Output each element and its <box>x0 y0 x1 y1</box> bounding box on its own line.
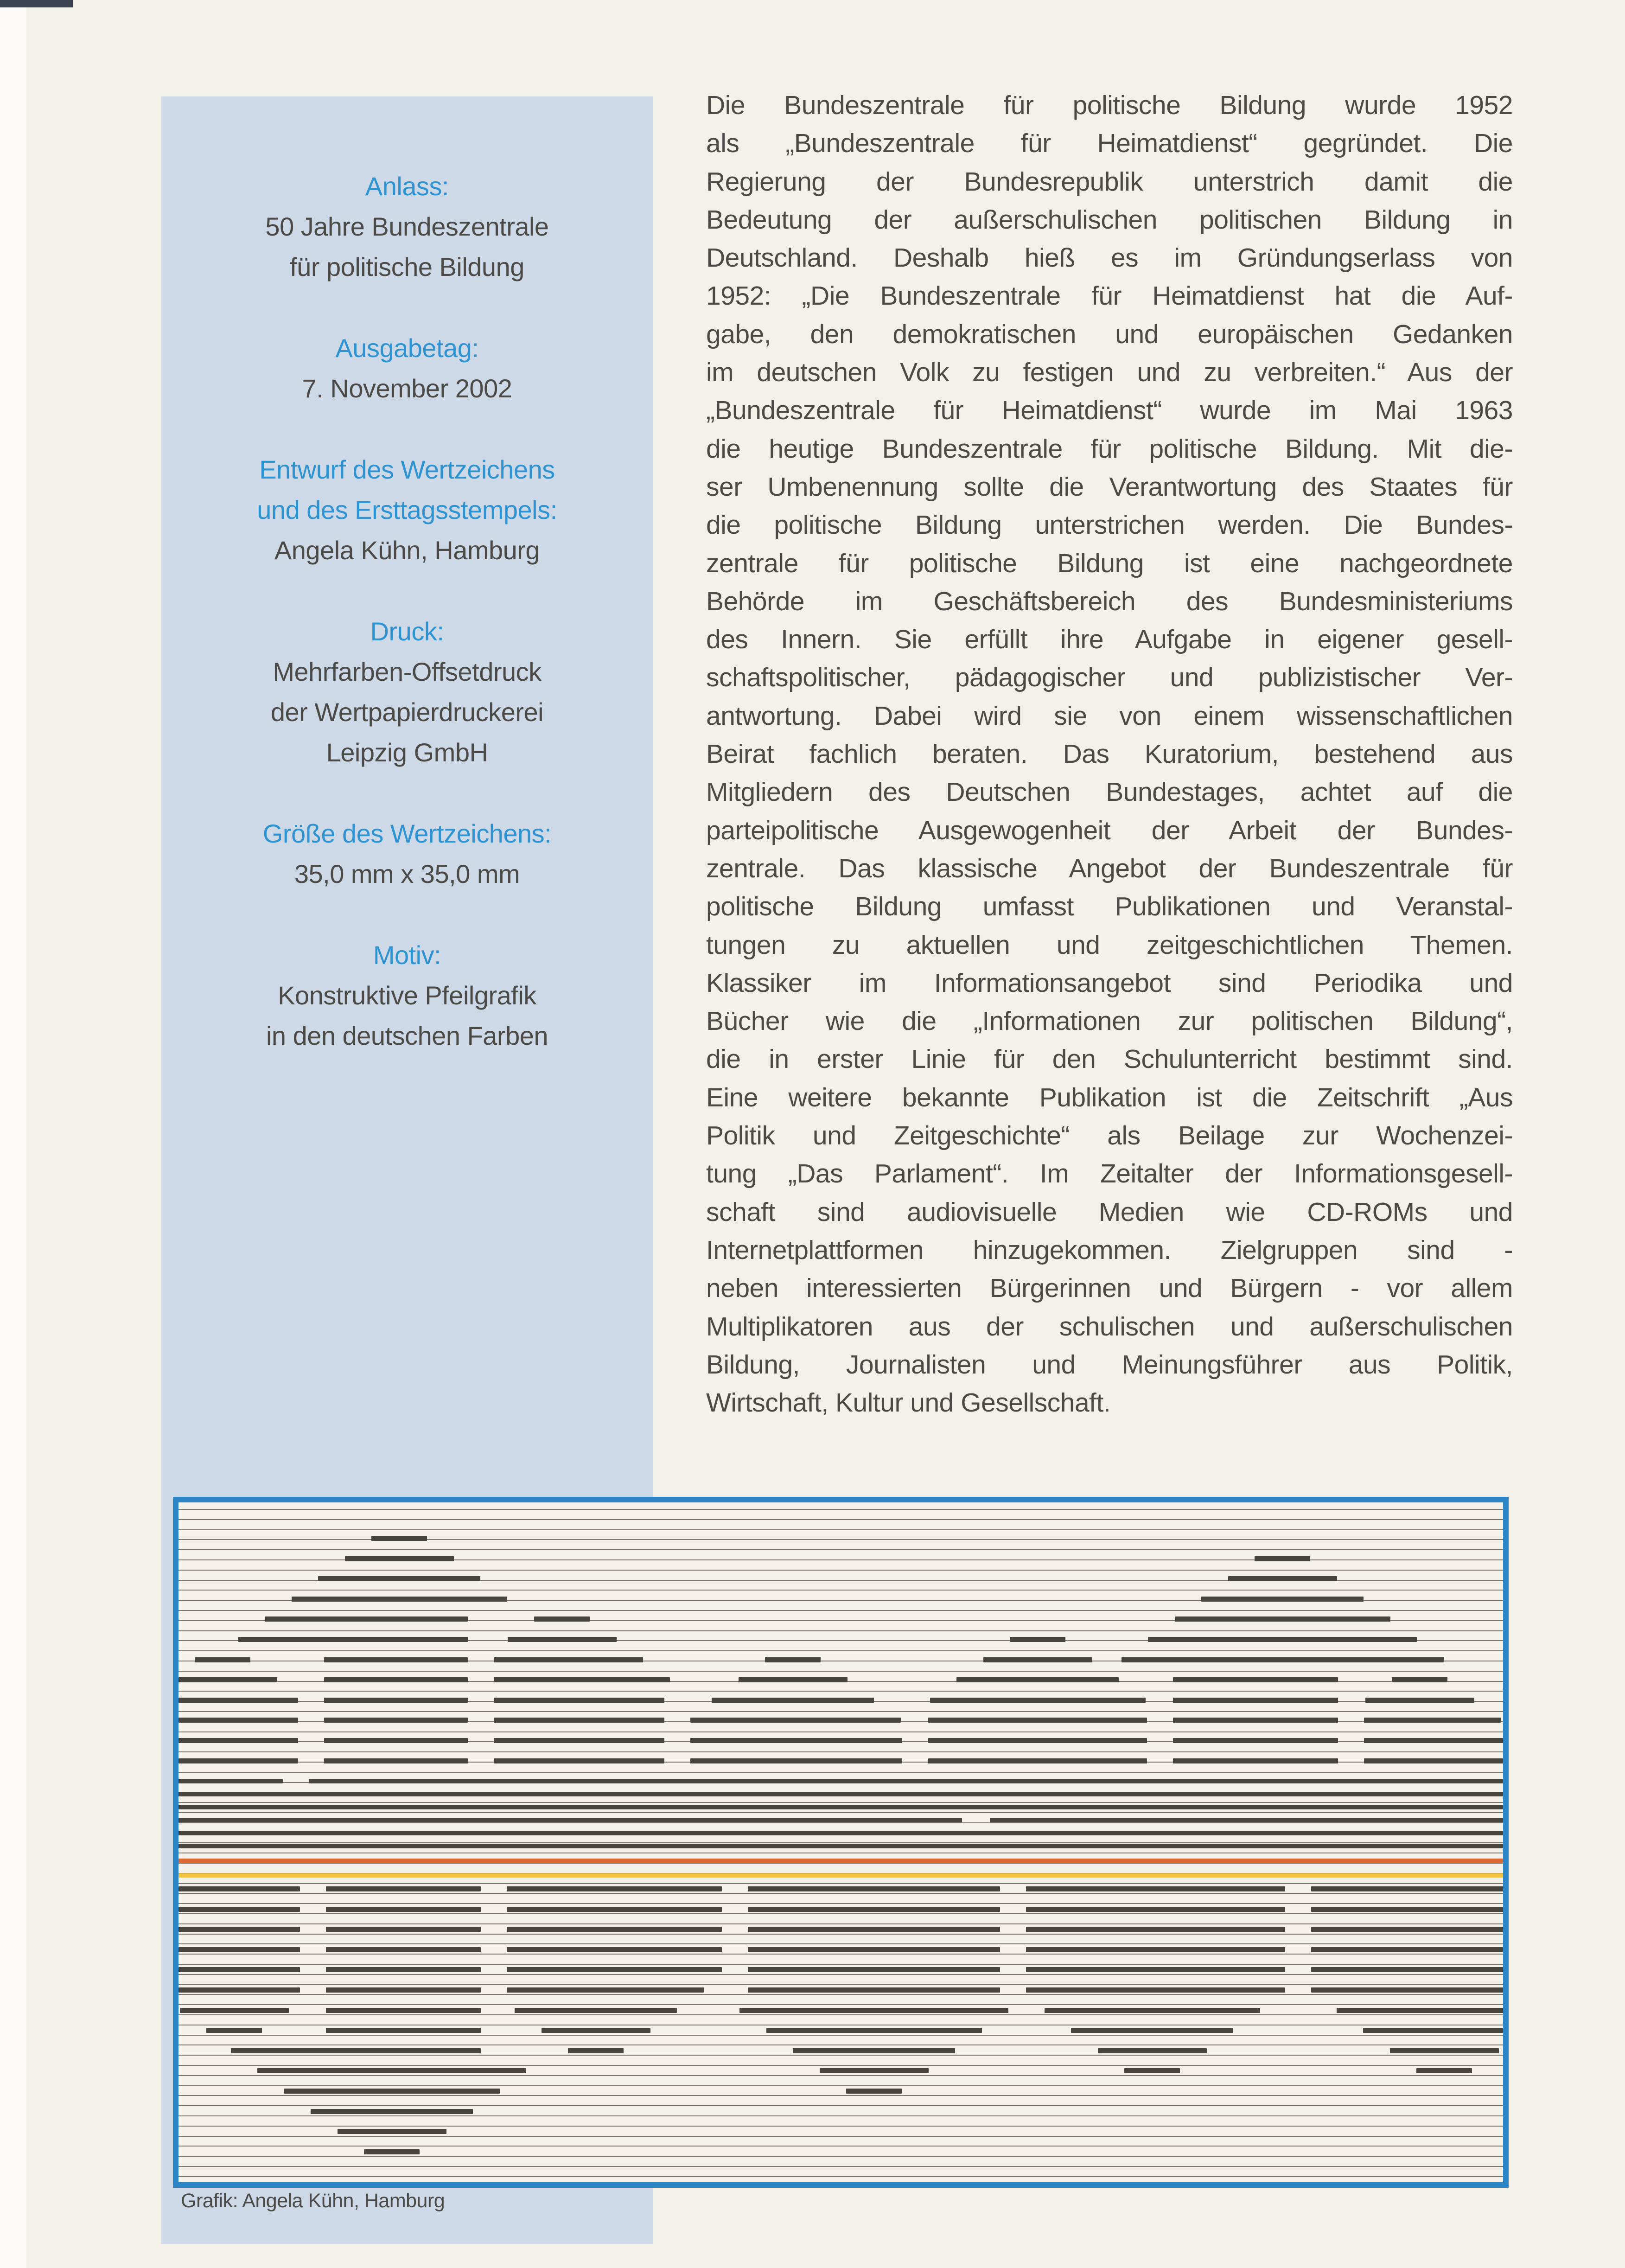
article-line: ser Umbenennung sollte die Verantwortung des Staates für <box>706 472 1513 502</box>
graphic-segment <box>178 1947 300 1952</box>
pinstripe-line <box>178 1822 1503 1823</box>
graphic-segment <box>494 1738 665 1743</box>
article-line: parteipolitische Ausgewogenheit der Arbeit der Bundes- <box>706 815 1513 845</box>
graphic-segment <box>1364 1718 1501 1723</box>
graphic-segment <box>180 2008 289 2013</box>
graphic-segment <box>338 2129 446 2134</box>
graphic-segment <box>178 1886 300 1891</box>
graphic-segment <box>1364 1758 1503 1763</box>
scan-corner-mark <box>0 0 73 7</box>
pinstripe-line <box>178 1954 1503 1955</box>
graphic-segment <box>534 1616 590 1622</box>
graphic-segment <box>956 1677 1119 1682</box>
graphic-segment <box>178 1805 1503 1809</box>
graphic-segment <box>238 1637 468 1642</box>
graphic-segment <box>1392 1677 1447 1682</box>
graphic-segment <box>748 1987 1000 1993</box>
graphic-segment <box>1255 1556 1310 1561</box>
sidebar-heading-line: Entwurf des Wertzeichens <box>259 455 555 484</box>
graphic-segment <box>990 1818 1503 1822</box>
graphic-segment <box>371 1536 427 1541</box>
pinstripe-line <box>178 1812 1503 1813</box>
graphic-segment <box>324 1698 468 1703</box>
sidebar-body-line: Angela Kühn, Hamburg <box>274 536 540 565</box>
sidebar-group <box>161 813 653 894</box>
graphic-segment <box>178 1677 277 1682</box>
graphic-segment <box>178 1758 298 1763</box>
article-line: als „Bundeszentrale für Heimatdienst“ gegründet. Die <box>706 128 1513 159</box>
graphic-segment <box>326 1987 481 1993</box>
graphic-segment <box>766 2028 982 2033</box>
graphic-segment <box>748 1907 1000 1912</box>
pinstripe-line <box>178 2166 1503 2167</box>
pinstripe-line <box>178 1943 1503 1944</box>
pinstripe-line <box>178 1802 1503 1803</box>
pinstripe-line <box>178 1691 1503 1692</box>
graphic-segment <box>324 1718 468 1723</box>
graphic-segment <box>1363 2028 1503 2033</box>
graphic-segment <box>712 1698 874 1703</box>
article-line: tungen zu aktuellen und zeitgeschichtlichen Themen. <box>706 930 1513 960</box>
article-line: Politik und Zeitgeschichte“ als Beilage zur Wochenzei- <box>706 1121 1513 1151</box>
graphic-segment <box>1311 1987 1503 1993</box>
sidebar-heading-line: Motiv: <box>373 940 441 970</box>
graphic-segment <box>983 1657 1092 1662</box>
graphic-segment <box>1311 1947 1503 1952</box>
graphic-segment <box>1173 1698 1338 1703</box>
article-text <box>706 86 1513 1422</box>
sidebar-body-line: in den deutschen Farben <box>266 1021 548 1050</box>
graphic-segment <box>568 2048 624 2053</box>
pinstripe-line <box>178 2075 1503 2076</box>
graphic-segment <box>690 1718 901 1723</box>
article-line: politische Bildung umfasst Publikationen und Veranstal- <box>706 892 1513 922</box>
graphic-segment <box>793 2048 955 2053</box>
article-line: Deutschland. Deshalb hieß es im Gründungserlass von <box>706 243 1513 273</box>
sidebar-body-line: Leipzig GmbH <box>326 738 488 767</box>
graphic-segment <box>1026 1947 1285 1952</box>
pinstripe-line <box>178 2095 1503 2096</box>
sidebar-body-line: Mehrfarben-Offsetdruck <box>273 657 542 686</box>
sidebar-heading-line: Größe des Wertzeichens: <box>262 819 552 848</box>
graphic-segment <box>1122 1657 1444 1662</box>
graphic-segment <box>748 1947 1000 1952</box>
pinstripe-line <box>178 2105 1503 2106</box>
graphic-segment <box>178 1831 1503 1835</box>
pinstripe-line <box>178 2065 1503 2066</box>
graphic-segment <box>507 1947 722 1952</box>
graphic-segment <box>364 2149 420 2154</box>
graphic-segment <box>292 1597 507 1602</box>
scan-edge-strip <box>0 0 26 2268</box>
graphic-segment <box>324 1677 468 1682</box>
graphic-segment <box>1045 2008 1260 2013</box>
pinstripe-line <box>178 2146 1503 2147</box>
pinstripe-line <box>178 1650 1503 1651</box>
graphic-segment <box>1026 1886 1285 1891</box>
graphic-segment <box>494 1718 665 1723</box>
graphic-segment <box>178 1698 298 1703</box>
graphic-segment <box>1311 1967 1503 1972</box>
graphic-segment <box>1026 1967 1285 1972</box>
article-line: Mitgliedern des Deutschen Bundestages, achtet auf die <box>706 777 1513 807</box>
graphic-segment <box>846 2089 902 2094</box>
article-line: Wirtschaft, Kultur und Gesellschaft. <box>706 1388 1111 1418</box>
graphic-segment <box>178 1927 300 1932</box>
graphic-segment <box>324 1657 468 1662</box>
pinstripe-line <box>178 1984 1503 1985</box>
graphic-segment <box>542 2028 650 2033</box>
stamp-graphic <box>173 1497 1509 2188</box>
sidebar-group <box>161 449 653 570</box>
pinstripe-line <box>178 2014 1503 2015</box>
graphic-segment <box>494 1698 665 1703</box>
article-line: Bedeutung der außerschulischen politischen Bildung in <box>706 204 1513 235</box>
graphic-segment <box>178 1987 300 1993</box>
graphic-segment <box>326 2028 481 2033</box>
pinstripe-line <box>178 1934 1503 1935</box>
article-line: Die Bundeszentrale für politische Bildung wurde 1952 <box>706 90 1513 120</box>
pinstripe-line <box>178 1994 1503 1995</box>
graphic-segment <box>195 1657 250 1662</box>
graphic-segment <box>206 2028 262 2033</box>
graphic-segment <box>1365 1698 1474 1703</box>
article-line: im deutschen Volk zu festigen und zu verbreiten.“ Aus der <box>706 358 1513 388</box>
article-line: zentrale für politische Bildung ist eine nachgeordnete <box>706 548 1513 578</box>
graphic-segment <box>311 2109 473 2114</box>
article-line: die politische Bildung unterstrichen werden. Die Bundes- <box>706 510 1513 540</box>
sidebar-body-line: für politische Bildung <box>290 252 524 281</box>
pinstripe-line <box>178 1519 1503 1520</box>
graphic-segment <box>1228 1576 1337 1581</box>
sidebar-heading-line: und des Ersttagsstempels: <box>257 495 557 524</box>
sidebar-body-line: Konstruktive Pfeilgrafik <box>278 981 536 1010</box>
graphic-segment <box>178 1779 283 1783</box>
pinstripe-line <box>178 1863 1503 1864</box>
article-line: schaft sind audiovisuelle Medien wie CD-ROMs und <box>706 1197 1513 1227</box>
sidebar-group <box>161 611 653 773</box>
pinstripe-line <box>178 1772 1503 1773</box>
graphic-segment <box>257 2068 526 2073</box>
graphic-segment <box>739 2008 1008 2013</box>
graphic-segment <box>1026 1927 1285 1932</box>
graphic-segment <box>1173 1758 1338 1763</box>
graphic-segment <box>1148 1637 1417 1642</box>
article-line: antwortung. Dabei wird sie von einem wissenschaftlichen <box>706 701 1513 731</box>
graphic-segment <box>507 1987 704 1993</box>
graphic-segment <box>345 1556 454 1561</box>
graphic-segment <box>507 1967 722 1972</box>
sidebar-groups <box>161 96 653 1056</box>
article-line: Klassiker im Informationsangebot sind Periodika und <box>706 968 1513 998</box>
stamp-graphic-inner <box>178 1502 1503 2182</box>
graphic-segment <box>326 1886 481 1891</box>
graphic-segment <box>1026 1987 1285 1993</box>
pinstripe-line <box>178 1509 1503 1510</box>
article-line: Behörde im Geschäftsbereich des Bundesministeriums <box>706 586 1513 616</box>
article-line: Multiplikatoren aus der schulischen und außerschulischen <box>706 1311 1513 1342</box>
pinstripe-line <box>178 1630 1503 1631</box>
pinstripe-line <box>178 1903 1503 1904</box>
graphic-segment <box>326 1947 481 1952</box>
pinstripe-line <box>178 2156 1503 2157</box>
article-line: schaftspolitischer, pädagogischer und publizistischer Ver- <box>706 663 1513 693</box>
graphic-segment <box>494 1657 644 1662</box>
graphic-segment <box>748 1967 1000 1972</box>
article-line: die in erster Linie für den Schulunterricht bestimmt sind. <box>706 1044 1513 1074</box>
pinstripe-line <box>178 2055 1503 2056</box>
article-line: 1952: „Die Bundeszentrale für Heimatdienst hat die Auf- <box>706 281 1513 311</box>
article-line: gabe, den demokratischen und europäischen Gedanken <box>706 319 1513 349</box>
graphic-segment <box>928 1718 1147 1723</box>
pinstripe-line <box>178 1671 1503 1672</box>
graphic-segment <box>1173 1738 1338 1743</box>
graphic-segment <box>318 1576 480 1581</box>
pinstripe-line <box>178 2136 1503 2137</box>
graphic-segment <box>326 1927 481 1932</box>
pinstripe-line <box>178 2035 1503 2036</box>
graphic-segment <box>1010 1637 1065 1642</box>
pinstripe-line <box>178 1731 1503 1732</box>
sidebar-heading-line: Druck: <box>370 617 444 646</box>
pinstripe-line <box>178 2115 1503 2116</box>
graphic-segment <box>507 1927 722 1932</box>
article-line: Beirat fachlich beraten. Das Kuratorium, bestehend aus <box>706 739 1513 769</box>
graphic-segment <box>231 2048 481 2053</box>
graphic-segment <box>1098 2048 1207 2053</box>
graphic-segment <box>494 1758 665 1763</box>
pinstripe-line <box>178 2004 1503 2005</box>
pinstripe-line <box>178 2085 1503 2086</box>
graphic-segment <box>178 1738 298 1743</box>
article-line: tung „Das Parlament“. Im Zeitalter der Informationsgesell- <box>706 1159 1513 1189</box>
graphic-segment <box>690 1738 902 1743</box>
sidebar-heading-line: Anlass: <box>365 172 449 201</box>
sidebar-group <box>161 166 653 287</box>
article-line: die heutige Bundeszentrale für politische Bildung. Mit die- <box>706 434 1513 464</box>
graphic-segment <box>309 1779 1503 1783</box>
graphic-segment <box>928 1738 1147 1743</box>
article-line: Internetplattformen hinzugekommen. Zielgruppen sind - <box>706 1235 1513 1265</box>
graphic-segment <box>1173 1677 1338 1682</box>
graphic-segment <box>1026 1907 1285 1912</box>
sidebar-heading-line: Ausgabetag: <box>335 333 479 363</box>
pinstripe-line <box>178 1883 1503 1884</box>
graphic-segment <box>1311 1886 1503 1891</box>
pinstripe-line <box>178 1590 1503 1591</box>
graphic-segment <box>324 1758 468 1763</box>
pinstripe-line <box>178 1923 1503 1924</box>
graphic-segment <box>690 1758 902 1763</box>
graphic-segment <box>178 1844 1503 1848</box>
graphic-segment <box>739 1677 848 1682</box>
article-line: „Bundeszentrale für Heimatdienst“ wurde im Mai 1963 <box>706 396 1513 426</box>
graphic-segment <box>508 1637 617 1642</box>
graphic-segment <box>494 1677 670 1682</box>
pinstripe-line <box>178 1711 1503 1712</box>
graphic-segment <box>515 2008 677 2013</box>
pinstripe-line <box>178 1913 1503 1914</box>
graphic-segment <box>1390 2048 1499 2053</box>
pinstripe-line <box>178 2126 1503 2127</box>
graphic-segment <box>507 1886 722 1891</box>
graphic-segment <box>324 1738 468 1743</box>
pinstripe-line <box>178 1610 1503 1611</box>
graphic-segment <box>1311 1907 1503 1912</box>
sidebar-body-line: 35,0 mm x 35,0 mm <box>294 859 520 888</box>
graphic-segment <box>178 1818 962 1822</box>
graphic-segment <box>930 1698 1146 1703</box>
graphic-segment <box>748 1886 1000 1891</box>
graphic-segment <box>326 2008 481 2013</box>
article-line: Eine weitere bekannte Publikation ist die Zeitschrift „Aus <box>706 1082 1513 1112</box>
article-line: Bücher wie die „Informationen zur politischen Bildung“, <box>706 1006 1513 1036</box>
pinstripe-line <box>178 2044 1503 2045</box>
pinstripe-line <box>178 1974 1503 1975</box>
article-line: neben interessierten Bürgerinnen und Bürgern - vor allem <box>706 1273 1513 1303</box>
flag-red-stripe <box>178 1859 1503 1863</box>
graphic-segment <box>1071 2028 1233 2033</box>
graphic-segment <box>1173 1718 1338 1723</box>
graphic-segment <box>928 1758 1147 1763</box>
pinstripe-line <box>178 2176 1503 2177</box>
graphic-segment <box>284 2089 500 2094</box>
sidebar-body-line: 50 Jahre Bundeszentrale <box>265 212 549 241</box>
graphic-segment <box>765 1657 821 1662</box>
graphic-segment <box>178 1967 300 1972</box>
article-line: des Innern. Sie erfüllt ihre Aufgabe in eigener gesell- <box>706 625 1513 655</box>
sidebar-group <box>161 328 653 409</box>
pinstripe-line <box>178 1751 1503 1752</box>
graphic-segment <box>178 1792 1503 1796</box>
pinstripe-line <box>178 1549 1503 1550</box>
graphic-segment <box>326 1967 481 1972</box>
graphic-segment <box>748 1927 1000 1932</box>
sidebar-group <box>161 935 653 1056</box>
graphic-caption: Grafik: Angela Kühn, Hamburg <box>181 2190 445 2212</box>
graphic-segment <box>507 1907 722 1912</box>
article-line: zentrale. Das klassische Angebot der Bundeszentrale für <box>706 853 1513 883</box>
graphic-segment <box>1337 2008 1504 2013</box>
graphic-segment <box>1364 1738 1503 1743</box>
graphic-segment <box>178 1907 300 1912</box>
graphic-segment <box>1201 1597 1364 1602</box>
graphic-segment <box>820 2068 929 2073</box>
article-line: Bildung, Journalisten und Meinungsführer aus Politik, <box>706 1349 1513 1380</box>
pinstripe-line <box>178 1570 1503 1571</box>
pinstripe-line <box>178 1964 1503 1965</box>
graphic-segment <box>1124 2068 1180 2073</box>
graphic-segment <box>326 1907 481 1912</box>
graphic-segment <box>1175 1616 1390 1622</box>
pinstripe-line <box>178 1893 1503 1894</box>
sidebar-body-line: 7. November 2002 <box>302 374 512 403</box>
graphic-segment <box>1311 1927 1503 1932</box>
graphic-segment <box>178 1718 298 1723</box>
graphic-segment <box>265 1616 468 1622</box>
pinstripe-line <box>178 1529 1503 1530</box>
sidebar-body-line: der Wertpapierdruckerei <box>270 697 544 727</box>
article-line: Regierung der Bundesrepublik unterstrich damit die <box>706 166 1513 197</box>
flag-gold-stripe <box>178 1873 1503 1878</box>
graphic-segment <box>1416 2068 1472 2073</box>
